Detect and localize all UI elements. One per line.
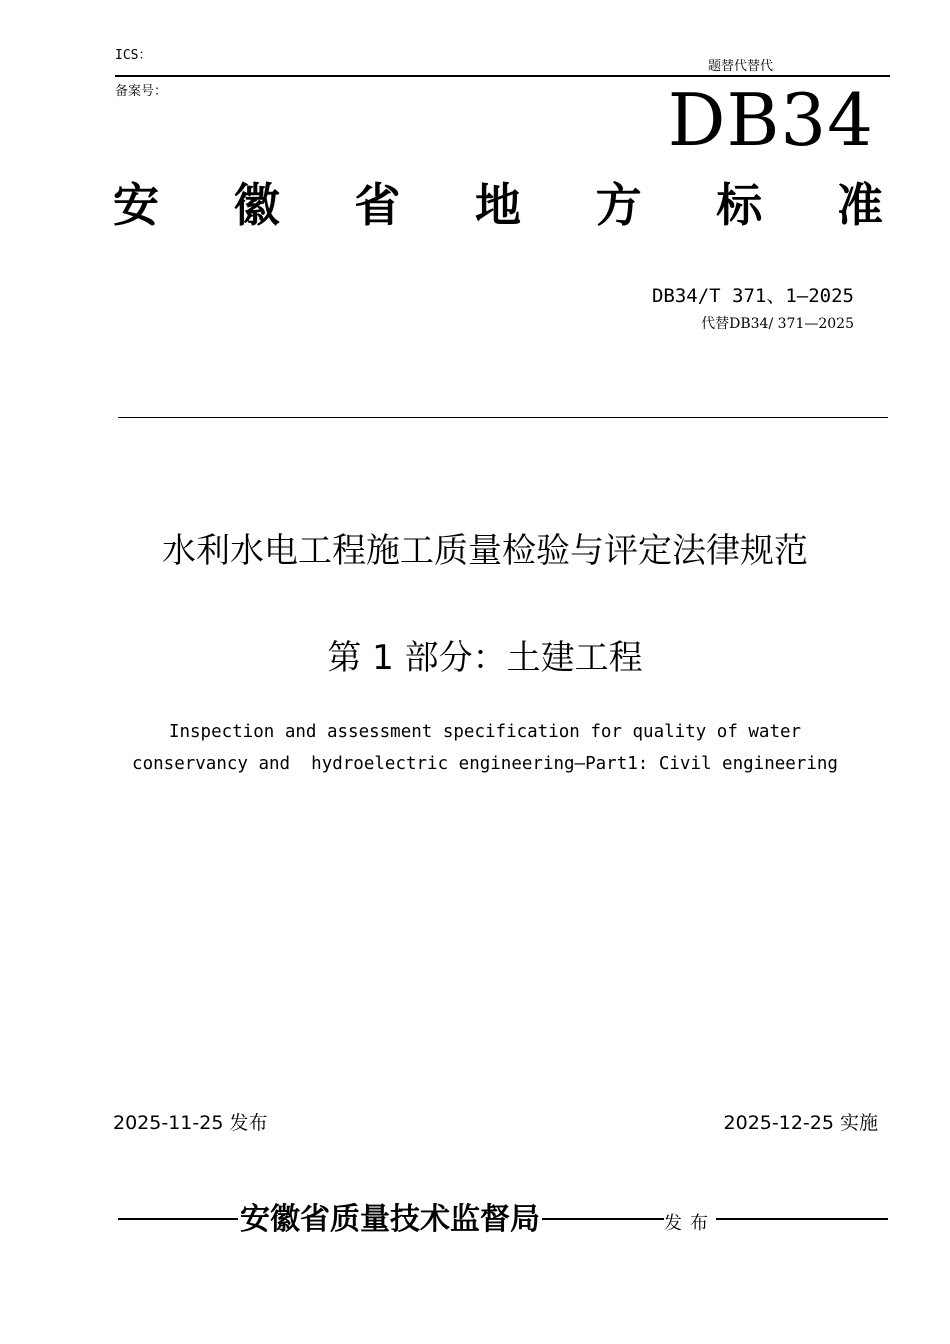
title-en-line2: conservancy and hydroelectric engineering—Part1: Civil engineering (132, 754, 838, 774)
document-title-en (95, 716, 875, 780)
ics-label: ICS： (115, 48, 152, 63)
middle-rule (118, 417, 888, 418)
document-part-cn: 第 1 部分：土建工程 (327, 638, 643, 678)
standard-type-title (113, 178, 883, 233)
implementation-date: 2025-12-25 实施 (723, 1112, 878, 1134)
issue-label: 发布 (664, 1213, 716, 1234)
standard-number: DB34/T 371、1—2025 (651, 285, 854, 307)
title-char: 徽 (233, 178, 280, 232)
replace-note: 题替代替代 (708, 59, 774, 74)
issue-date: 2025-11-25 发布 (113, 1112, 268, 1134)
standard-code-mark: DB34 (667, 78, 874, 162)
replaces-standard: 代替DB34/ 371—2025 (701, 316, 854, 332)
document-title-cn: 水利水电工程施工质量检验与评定法律规范 (162, 531, 808, 571)
title-en-line1: Inspection and assessment specification for quality of water (168, 722, 802, 742)
title-char: 安 (113, 178, 159, 232)
record-label: 备案号： (115, 84, 168, 99)
title-char: 方 (595, 178, 642, 232)
title-char: 标 (716, 178, 763, 232)
title-char: 准 (836, 178, 883, 232)
title-char: 地 (474, 178, 521, 232)
top-rule (115, 75, 890, 77)
title-char: 省 (354, 178, 401, 232)
issuing-authority: 安徽省质量技术监督局 (240, 1202, 540, 1237)
